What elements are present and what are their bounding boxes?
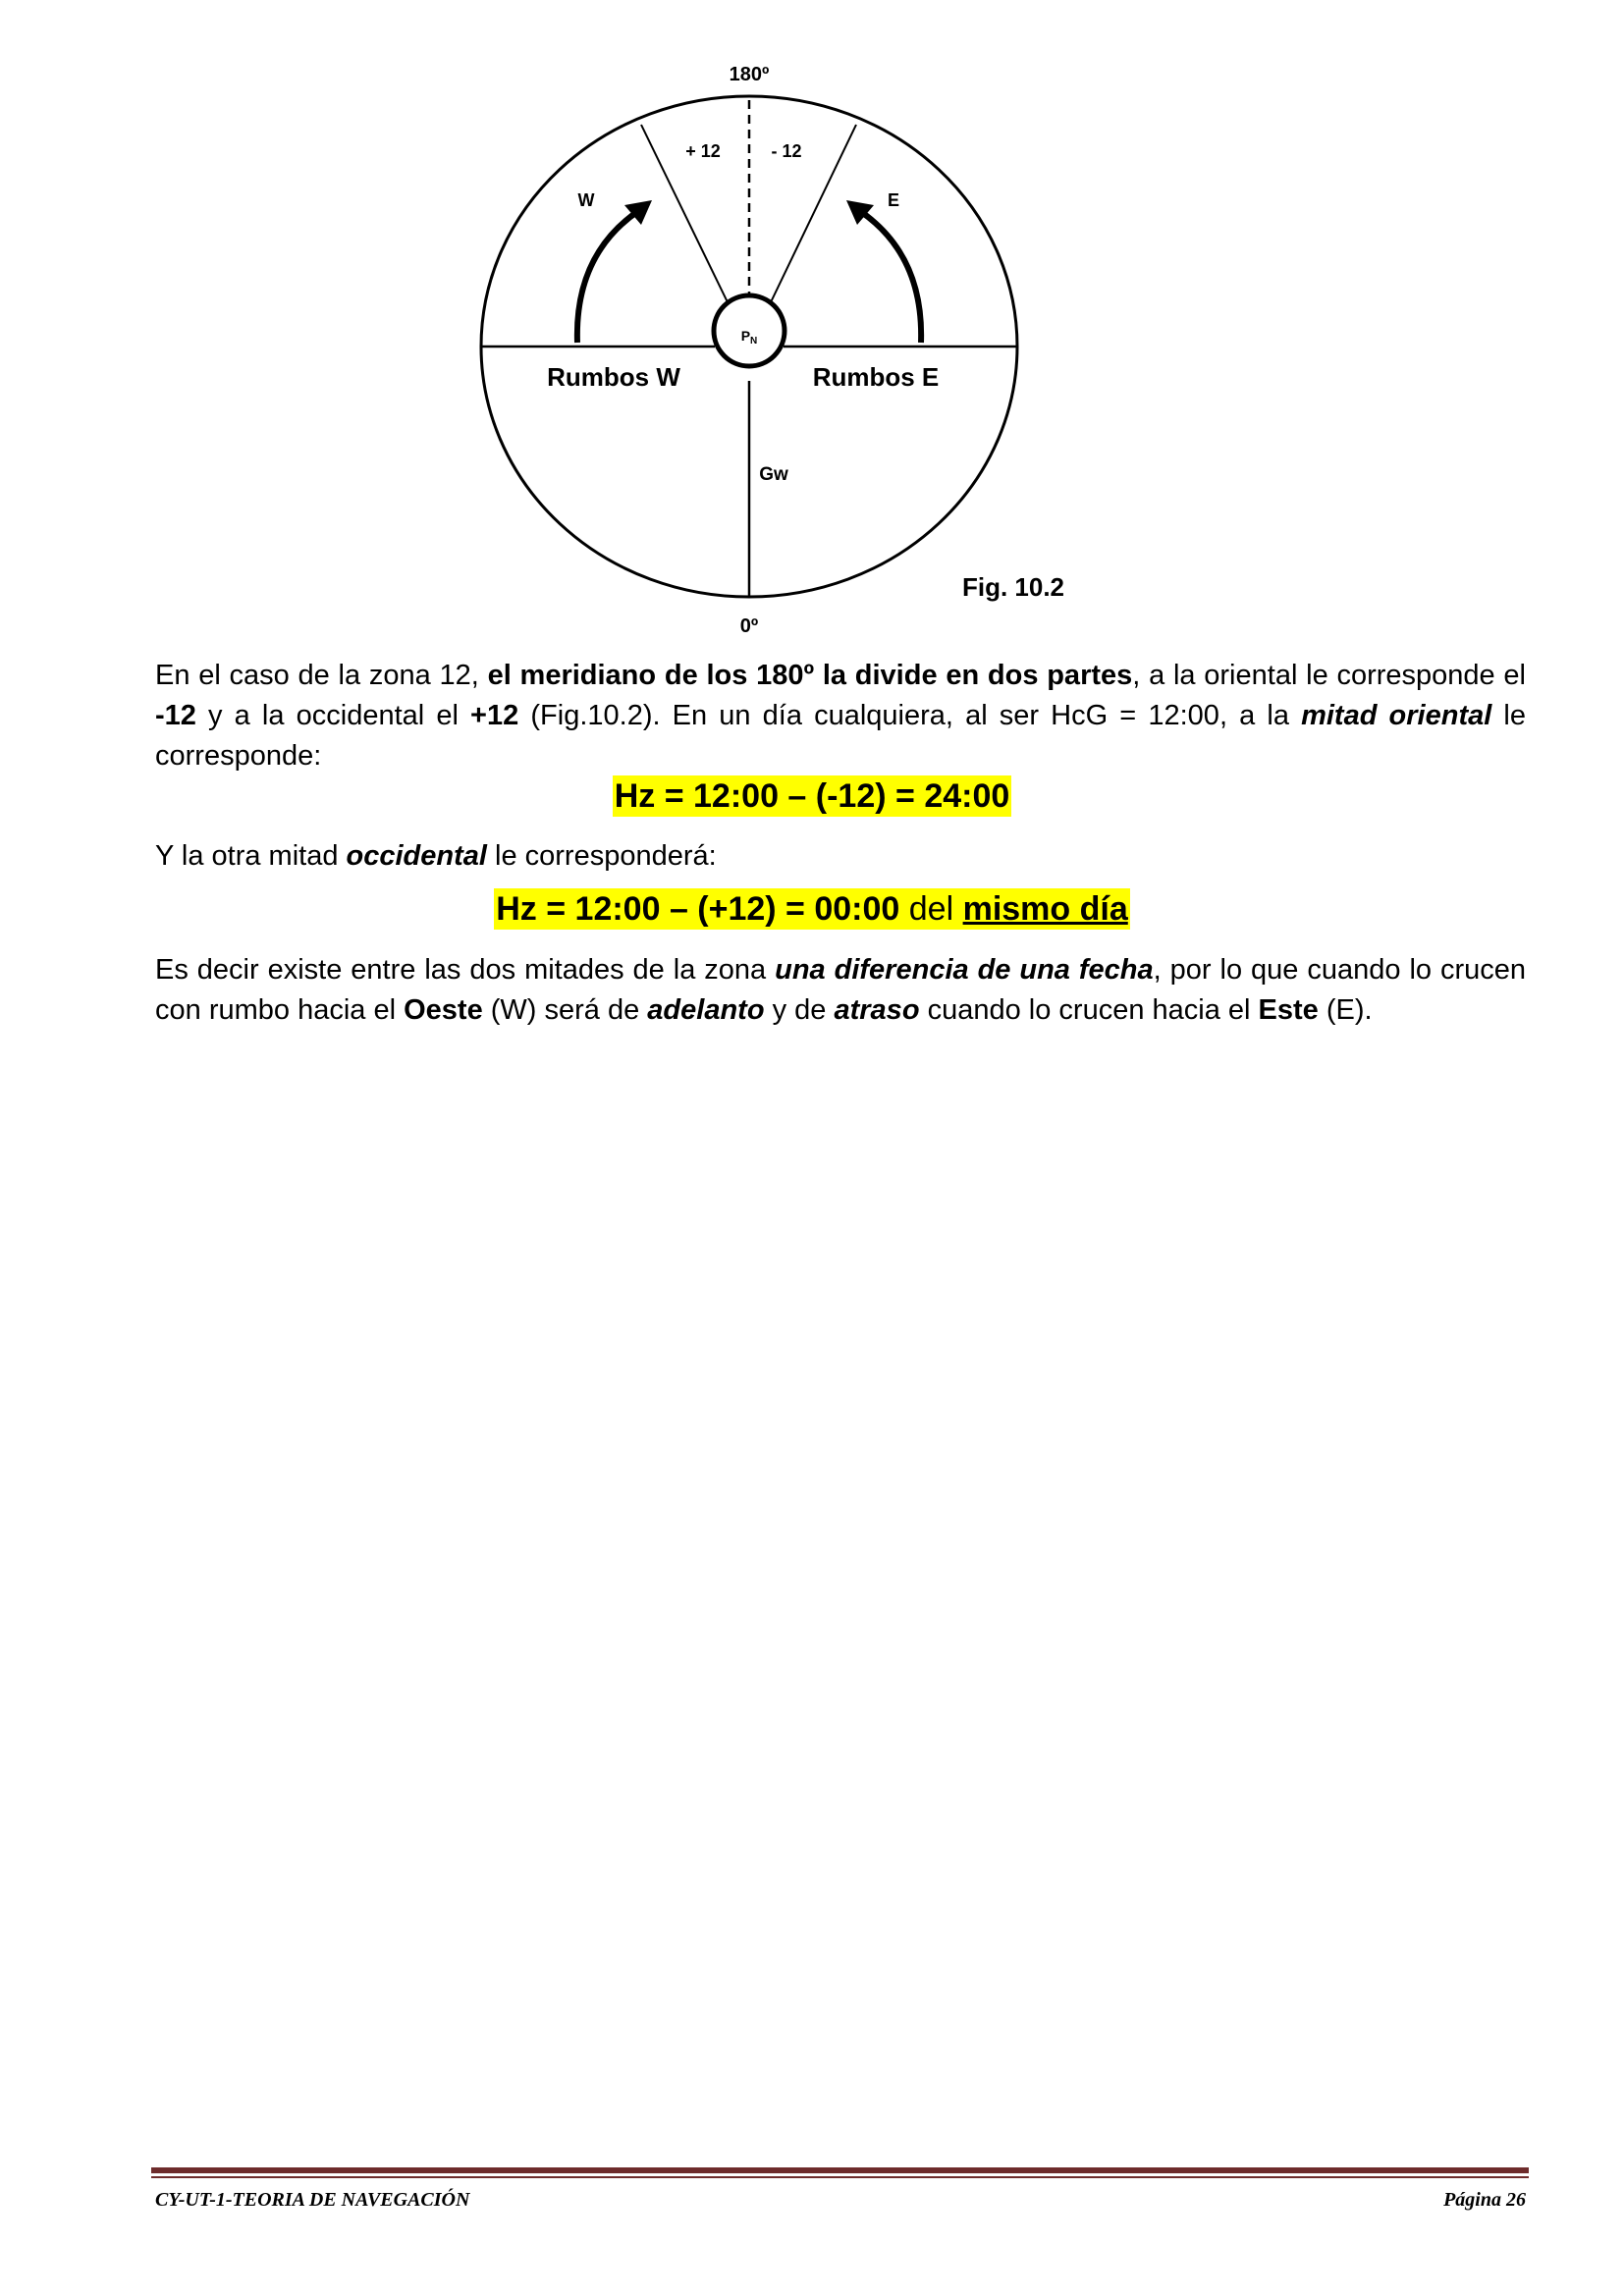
label-180: 180º	[729, 64, 770, 85]
p3-text-2: , por lo que cuando lo crucen con rumbo hacia el	[155, 954, 1527, 1026]
footer-document-title: CY-UT-1-TEORIA DE NAVEGACIÓN	[155, 2189, 470, 2211]
label-0: 0º	[739, 615, 759, 637]
p1-bold-minus12: -12	[155, 700, 196, 731]
footer-rule-thin	[151, 2176, 1529, 2178]
label-e: E	[887, 190, 900, 210]
footer-rule-thick	[151, 2167, 1529, 2173]
p2-text-2: le corresponderá:	[486, 840, 717, 872]
p3-bolditalic-adelanto: adelanto	[647, 994, 765, 1026]
formula-occidental-mismo-dia: mismo día	[962, 890, 1128, 928]
p1-text-3: y a la occidental el	[195, 700, 471, 731]
p1-bold-meridian: el meridiano de los 180º la divide en dos partes	[487, 660, 1133, 691]
p2-bolditalic-occidental: occidental	[346, 840, 487, 872]
label-minus-12: - 12	[771, 141, 802, 161]
zone-12-diagram	[471, 54, 1080, 643]
formula-oriental	[0, 777, 1624, 816]
p3-text-4: y de	[764, 994, 835, 1026]
label-w: W	[577, 190, 595, 210]
formula-occidental	[0, 890, 1624, 929]
p2-text-1: Y la otra mitad	[155, 840, 347, 872]
p3-text-5: cuando lo crucen hacia el	[919, 994, 1259, 1026]
paragraph-zone-12	[155, 656, 1526, 776]
figure-10-2	[471, 54, 1080, 643]
formula-occidental-main: Hz = 12:00 – (+12) = 00:00	[496, 890, 900, 928]
p1-text-4: (Fig.10.2). En un día cualquiera, al ser HcG = 12:00, a la	[518, 700, 1302, 731]
arrow-east	[860, 211, 921, 343]
p3-bold-oeste: Oeste	[404, 994, 483, 1026]
label-pole-main: P	[740, 328, 751, 344]
p3-bolditalic-atraso: atraso	[834, 994, 920, 1026]
paragraph-occidental	[155, 836, 1526, 877]
label-plus-12: + 12	[685, 141, 721, 161]
label-rumbos-e: Rumbos E	[812, 362, 940, 392]
p1-text-5: le corresponde:	[155, 700, 1526, 772]
formula-occidental-highlight	[494, 888, 1130, 930]
figure-caption: Fig. 10.2	[961, 572, 1065, 602]
label-rumbos-w: Rumbos W	[547, 362, 680, 392]
footer-page-number: Página 26	[1443, 2189, 1526, 2211]
p3-bold-este: Este	[1258, 994, 1319, 1026]
p1-text-2: , a la oriental le corresponde el	[1132, 660, 1526, 691]
p1-text-1: En el caso de la zona 12,	[155, 660, 488, 691]
p1-bolditalic-mitad-oriental: mitad oriental	[1301, 700, 1492, 731]
label-pole-sub: N	[750, 336, 758, 347]
arrow-west	[577, 211, 638, 343]
p1-bold-plus12: +12	[470, 700, 519, 731]
p3-text-6: (E).	[1318, 994, 1373, 1026]
formula-oriental-text: Hz = 12:00 – (-12) = 24:00	[614, 777, 1010, 815]
p3-text-3: (W) será de	[482, 994, 648, 1026]
p3-bolditalic-diferencia: una diferencia de una fecha	[775, 954, 1154, 986]
p3-text-1: Es decir existe entre las dos mitades de la zona	[155, 954, 776, 986]
paragraph-date-difference	[155, 950, 1526, 1031]
label-gw: Gw	[759, 464, 788, 485]
formula-occidental-del: del	[899, 890, 963, 928]
